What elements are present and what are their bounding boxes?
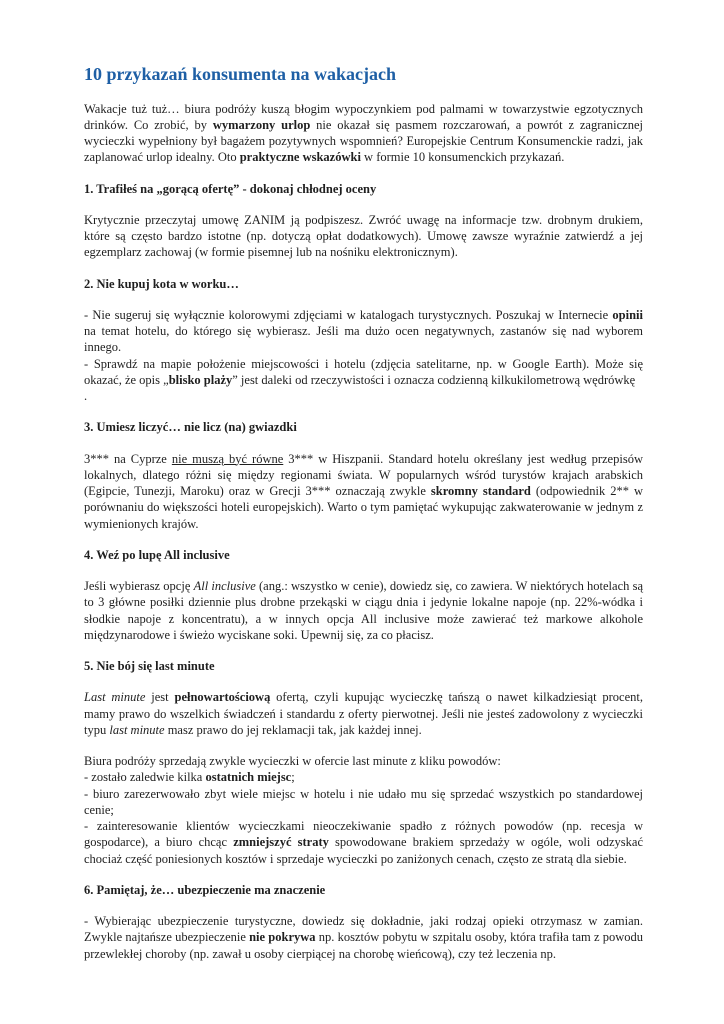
text-run: skromny standard <box>430 484 531 499</box>
text-run: Jeśli wybierasz opcję <box>84 579 194 594</box>
text-run: last minute <box>109 722 165 737</box>
text-run: Krytycznie przeczytaj umowę ZANIM ją podpiszesz. Zwróć uwagę na informacje tzw. drobnym drukiem, które są często bardzo istotne (np. dotyczą opłat dodatkowych). Umowę zawsze wyraźnie zatwierdź a jej egzemplarz zachowaj (w formie pisemnej lub na nośniku elektronicznym). <box>84 212 643 260</box>
text-run: zmniejszyć straty <box>233 835 329 850</box>
paragraph <box>84 307 643 356</box>
paragraph <box>84 689 643 738</box>
paragraph <box>84 451 643 532</box>
paragraph <box>84 578 643 643</box>
text-run: spowodowane brakiem sprzedaży w ogóle, woli odzyskać chociaż część poniesionych kosztów i sprzedaje wycieczki po zaniżonych cenach, często ze stratą dla siebie. <box>84 835 644 866</box>
text-run: blisko plaży <box>168 372 233 387</box>
text-run: 3*** na Cyprze <box>84 451 172 466</box>
text-run: (ang.: wszystko w cenie), dowiedz się, co zawiera. W niektórych hotelach są to 3 główne posiłki dziennie plus drobne przekąski w ciągu dnia i jedynie lokalne napoje (np. 22%-wódka i słodkie napoje z koncentratu), a w innych opcja All inclusive może zawierać też markowe alkohole międzynarodowe i świeżo wyciskane soki. Upewnij się, za co płacisz. <box>84 579 643 642</box>
text-run: - Sprawdź na mapie położenie miejscowości i hotelu (zdjęcia satelitarne, np. w Google Earth). Może się okazać, że opis „ <box>84 356 643 387</box>
text-run: - zainteresowanie klientów wycieczkami nieoczekiwanie spadło z różnych powodów (np. recesja w gospodarce), a biuro chcąc <box>84 819 643 850</box>
text-run: . <box>84 389 88 404</box>
text-run: nie pokrywa <box>249 930 316 945</box>
text-run: Wakacje tuż tuż… biura podróży kuszą błogim wypoczynkiem pod palmami w towarzystwie egzotycznych drinków. Co zrobić, by <box>84 101 643 132</box>
section-heading <box>84 547 643 563</box>
text-run: ” jest daleki od rzeczywistości i oznacza codzienną kilkukilometrową wędrówkę <box>232 372 636 387</box>
text-run: jest <box>145 690 175 705</box>
text-run: - zostało zaledwie kilka <box>84 770 206 785</box>
text-run: pełnowartościową <box>174 690 271 705</box>
text-run: All inclusive <box>193 579 256 594</box>
text-run: 6. Pamiętaj, że… ubezpieczenie ma znaczenie <box>84 882 326 897</box>
text-run: ; <box>291 770 295 785</box>
paragraph <box>84 913 643 962</box>
paragraph <box>84 753 643 769</box>
text-run: Biura podróży sprzedają zwykle wycieczki w ofercie last minute z kliku powodów: <box>84 754 501 769</box>
section-heading <box>84 882 643 898</box>
text-run: nie muszą być równe <box>171 451 284 466</box>
document-content <box>84 101 643 962</box>
text-run: ostatnich miejsc <box>205 770 292 785</box>
paragraph <box>84 356 643 389</box>
text-run: 5. Nie bój się last minute <box>84 659 215 674</box>
text-run: Last minute <box>84 690 146 705</box>
text-run: ofertą, czyli kupując wycieczkę tańszą o nawet kilkadziesiąt procent, mamy prawo do wszelkich świadczeń i standardu z oferty pierwotnej. Jeśli nie jesteś zadowolony z wycieczki typu <box>84 690 644 737</box>
text-run: w formie 10 konsumenckich przykazań. <box>360 150 565 165</box>
text-run: 3*** w Hiszpanii. Standard hotelu określany jest według przepisów lokalnych, dlatego różni się między regionami świata. W popularnych wśród turystów krajach arabskich (Egipcie, Tunezji, Maroku) oraz w Grecji 3*** oznaczają zwykle <box>84 451 643 499</box>
text-run: 2. Nie kupuj kota w worku… <box>84 276 239 291</box>
paragraph <box>84 786 643 819</box>
text-run: masz prawo do jej reklamacji tak, jak każdej innej. <box>164 722 422 737</box>
section-heading <box>84 181 643 197</box>
text-run: - biuro zarezerwowało zbyt wiele miejsc w hotelu i nie udało mu się sprzedać wszystkich po standardowej cenie; <box>84 786 643 817</box>
text-run: 4. Weź po lupę All inclusive <box>84 547 230 562</box>
paragraph <box>84 818 643 867</box>
text-run: wymarzony urlop <box>212 117 311 132</box>
section-heading <box>84 419 643 435</box>
text-run: na temat hotelu, do którego się wybierasz. Jeśli ma dużo ocen negatywnych, zastanów się nad wyborem innego. <box>84 324 643 355</box>
paragraph <box>84 101 643 166</box>
text-run: np. kosztów pobytu w szpitalu osoby, która trafiła tam z powodu przewlekłej choroby (np. zawał u osoby cierpiącej na chorobę wieńcową), czy też leczenia np. <box>84 930 644 961</box>
paragraph <box>84 388 643 404</box>
text-run: opinii <box>612 307 643 322</box>
text-run: 3. Umiesz liczyć… nie licz (na) gwiazdki <box>84 420 297 435</box>
text-run: nie okazał się pasmem rozczarowań, a powrót z zagranicznej wycieczki wypełniony był bagażem pozytywnych wspomnień? Europejskie Centrum Konsumenckie radzi, jak zaplanować urlop idealny. Oto <box>84 117 643 165</box>
paragraph <box>84 769 643 785</box>
section-heading <box>84 658 643 674</box>
document-title: 10 przykazań konsumenta na wakacjach <box>84 64 397 84</box>
text-run: - Wybierając ubezpieczenie turystyczne, dowiedz się dokładnie, jaki rodzaj opieki otrzymasz w zamian. Zwykle najtańsze ubezpieczenie <box>84 914 643 945</box>
section-heading <box>84 276 643 292</box>
text-run: 1. Trafiłeś na „gorącą ofertę” - dokonaj chłodnej oceny <box>84 181 377 196</box>
text-run: (odpowiednik 2** w porównaniu do większości hoteli europejskich). Warto o tym pamiętać wykupując zakwaterowanie w jednym z wymienionych krajów. <box>84 484 644 531</box>
paragraph <box>84 212 643 261</box>
text-run: praktyczne wskazówki <box>239 150 361 165</box>
text-run: - Nie sugeruj się wyłącznie kolorowymi zdjęciami w katalogach turystycznych. Poszukaj w Internecie <box>84 307 613 322</box>
